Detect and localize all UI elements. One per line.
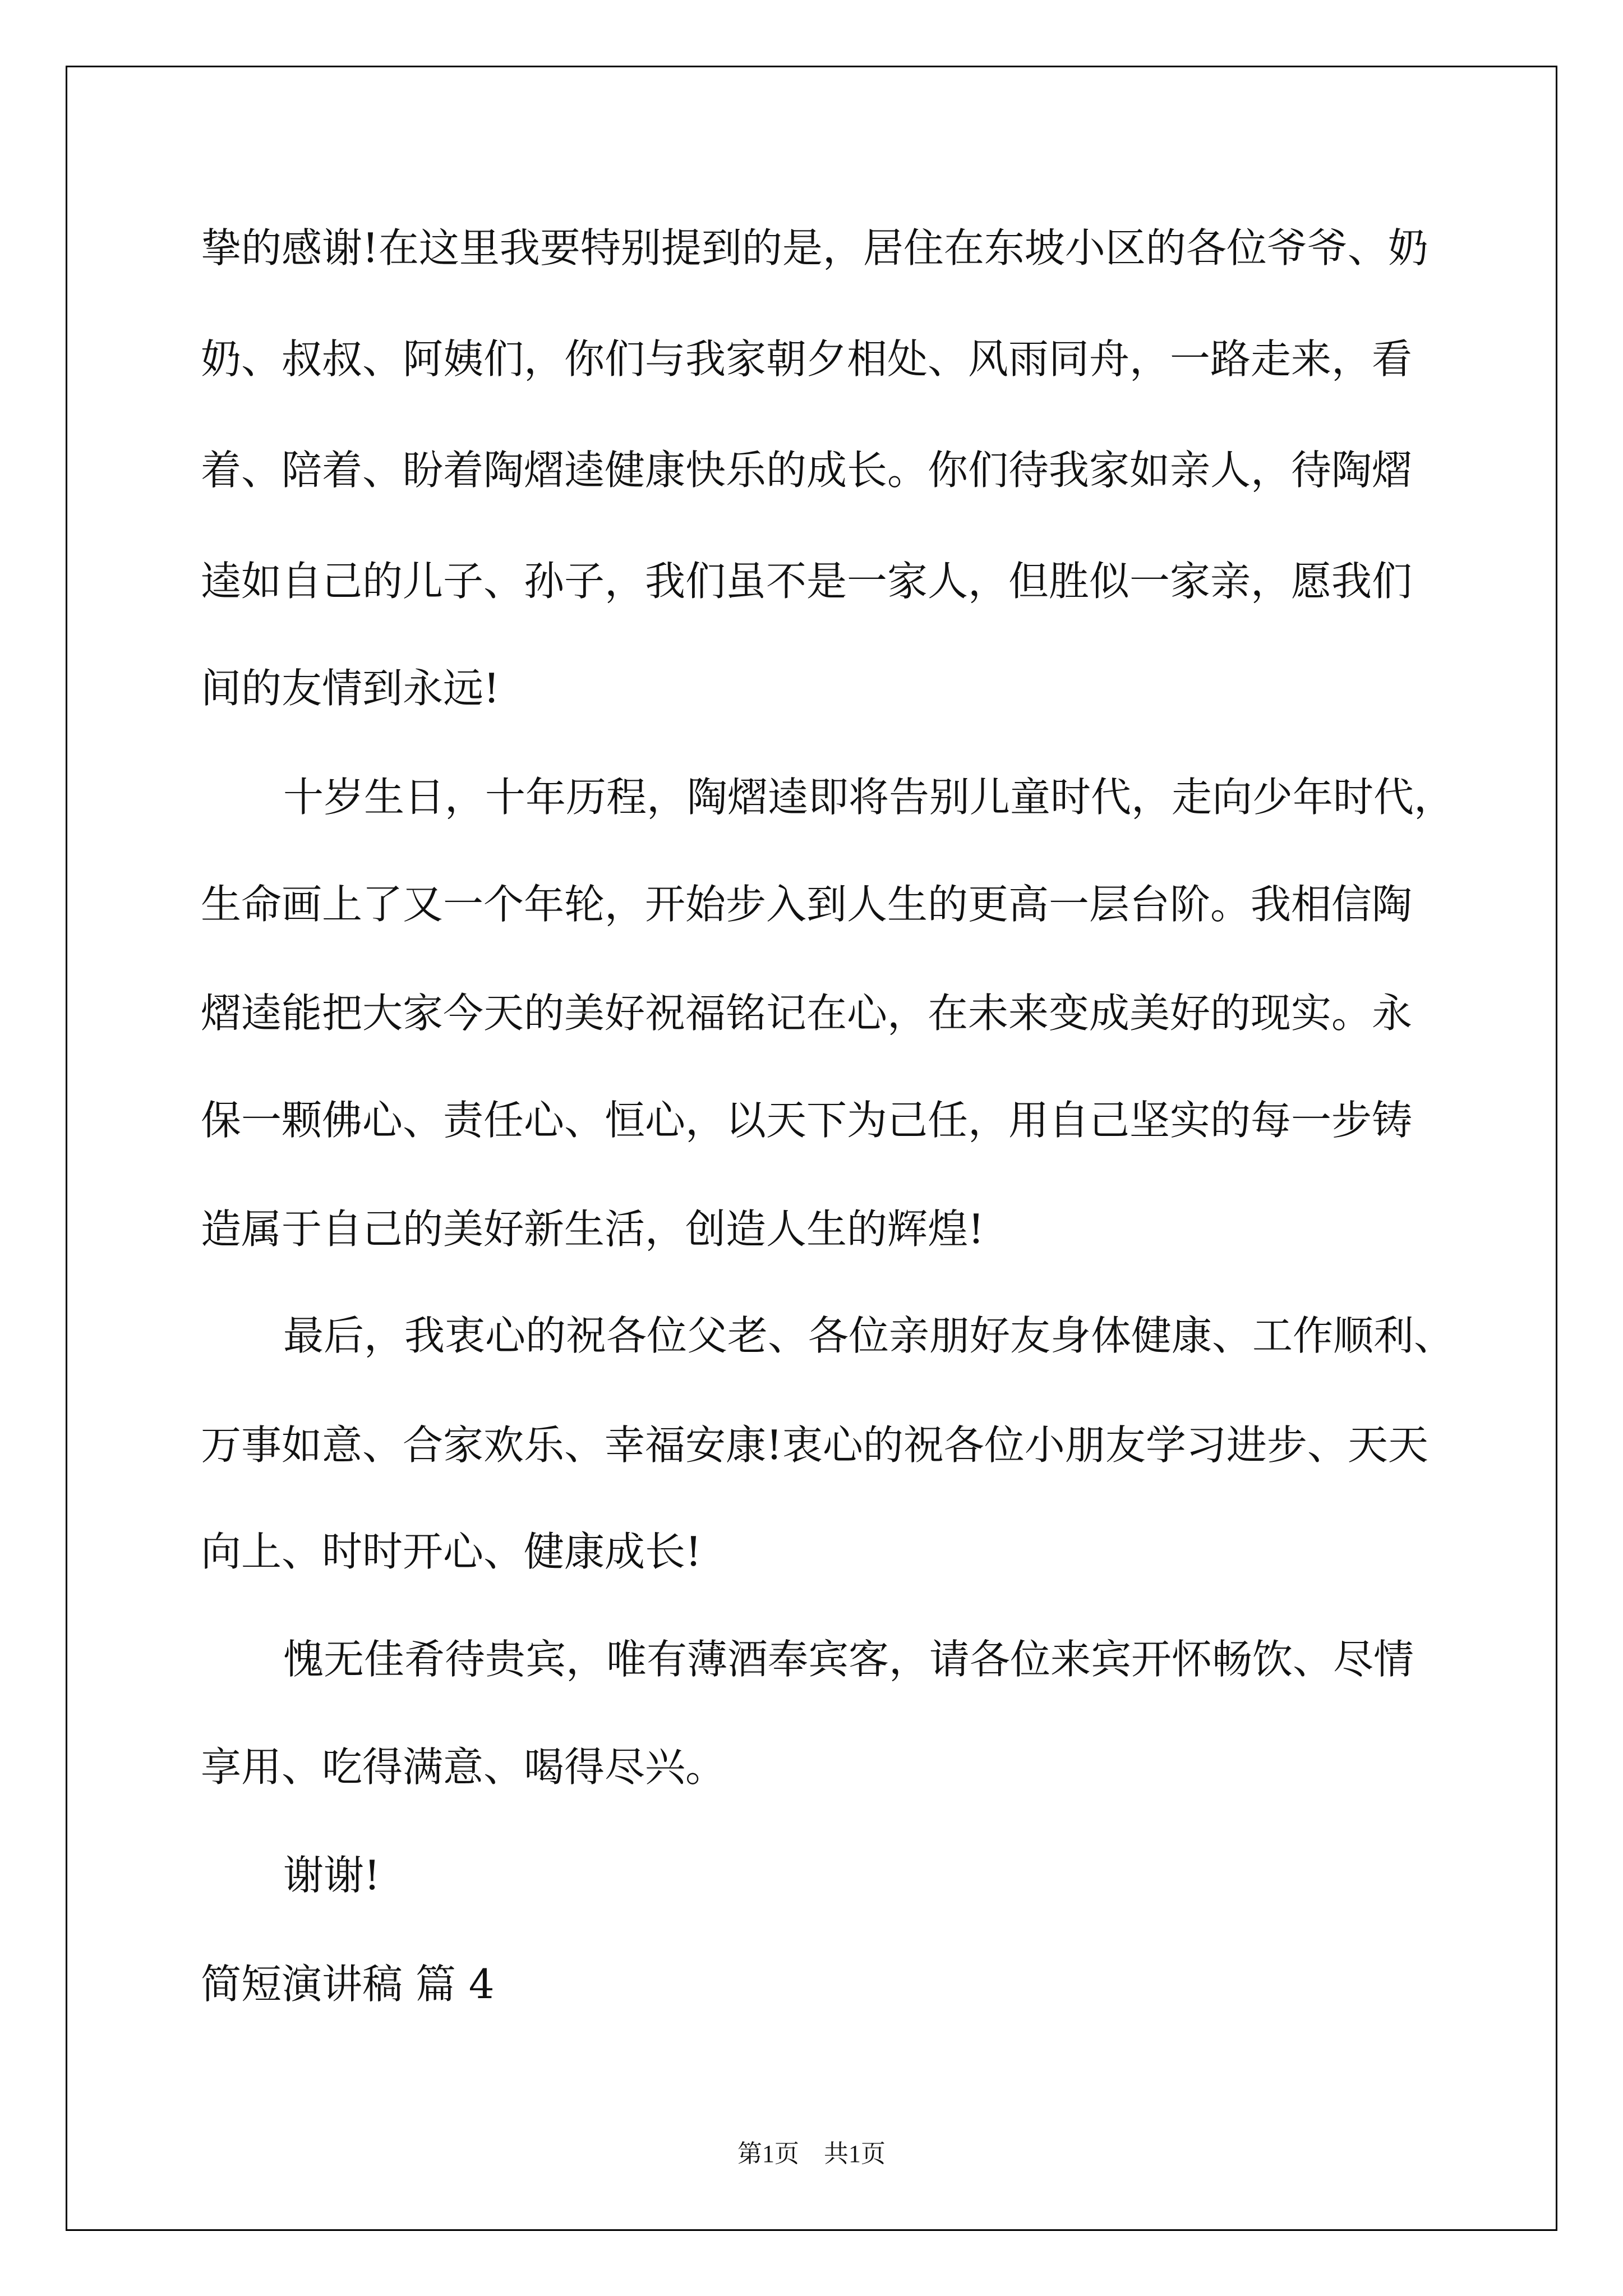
text-line: 向上、时时开心、健康成长! bbox=[201, 1528, 702, 1575]
text-line: 十岁生日，十年历程，陶熠逵即将告别儿童时代，走向少年时代， bbox=[283, 774, 1455, 821]
text-line: 间的友情到永远! bbox=[201, 665, 500, 712]
text-line: 挚的感谢!在这里我要特别提到的是，居住在东坡小区的各位爷爷、奶 bbox=[201, 224, 1428, 272]
text-line: 熠逵能把大家今天的美好祝福铭记在心，在未来变成美好的现实。永 bbox=[201, 990, 1413, 1037]
section-heading: 简短演讲稿 篇 4 bbox=[201, 1961, 495, 2008]
text-line: 享用、吃得满意、喝得尽兴。 bbox=[201, 1743, 726, 1791]
text-line: 逵如自己的儿子、孙子，我们虽不是一家人，但胜似一家亲，愿我们 bbox=[201, 558, 1413, 605]
text-line: 最后，我衷心的祝各位父老、各位亲朋好友身体健康、工作顺利、 bbox=[283, 1312, 1455, 1359]
text-line: 愧无佳肴待贵宾，唯有薄酒奉宾客，请各位来宾开怀畅饮、尽情 bbox=[283, 1636, 1414, 1683]
text-line: 保一颗佛心、责任心、恒心，以天下为己任，用自己坚实的每一步铸 bbox=[201, 1097, 1413, 1144]
text-line: 万事如意、合家欢乐、幸福安康!衷心的祝各位小朋友学习进步、天天 bbox=[201, 1421, 1428, 1469]
page-border bbox=[66, 66, 1557, 2231]
page-footer: 第1页 共1页 bbox=[737, 2140, 886, 2168]
text-line: 造属于自己的美好新生活，创造人生的辉煌! bbox=[201, 1205, 984, 1253]
text-line: 谢谢! bbox=[283, 1852, 380, 1899]
text-line: 生命画上了又一个年轮，开始步入到人生的更高一层台阶。我相信陶 bbox=[201, 881, 1413, 928]
text-line: 奶、叔叔、阿姨们，你们与我家朝夕相处、风雨同舟，一路走来，看 bbox=[201, 335, 1413, 383]
text-line: 着、陪着、盼着陶熠逵健康快乐的成长。你们待我家如亲人，待陶熠 bbox=[201, 447, 1413, 494]
